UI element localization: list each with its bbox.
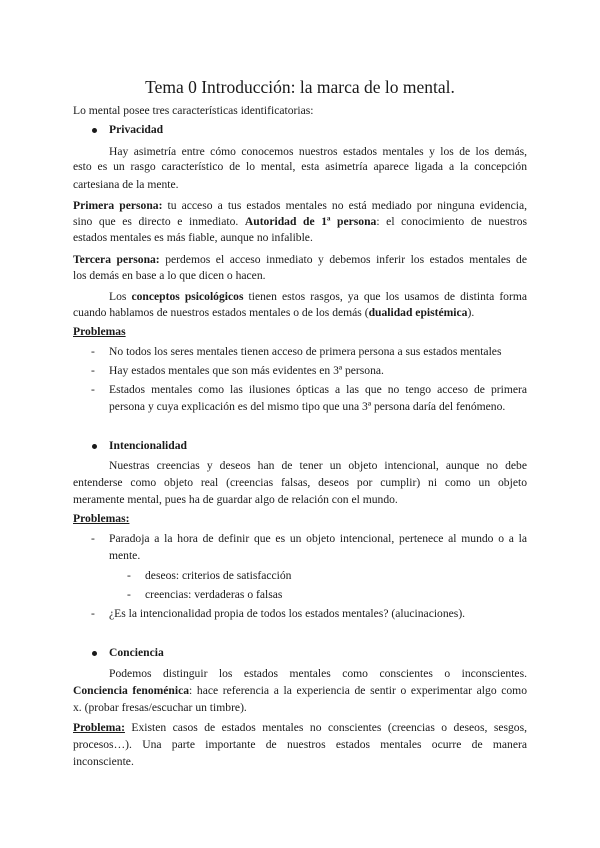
fenomenica-label: Conciencia fenoménica	[73, 684, 190, 697]
dash-icon: -	[91, 345, 95, 358]
intencionalidad-line-2: entenderse como objeto real (creencias falsas, deseos por cumplir) ni como un objeto	[73, 476, 527, 489]
dash-icon: -	[91, 364, 95, 377]
problema-text-1: Existen casos de estados mentales no conscientes (creencias o deseos, sesgos,	[124, 721, 527, 734]
primera-persona-text-3: : el conocimiento de nuestros	[376, 215, 527, 228]
problema-conciencia-line-1	[73, 720, 527, 735]
bullet-icon	[92, 444, 97, 449]
primera-persona-line-3: estados mentales es más fiable, aunque no infalible.	[73, 231, 313, 244]
problema-label: Problema:	[73, 721, 125, 734]
dualidad-label: dualidad epistémica	[368, 306, 468, 319]
conceptos-text-1: Los	[109, 290, 132, 303]
conciencia-line-1: Podemos distinguir los estados mentales como conscientes o inconscientes.	[109, 667, 527, 680]
dash-icon: -	[127, 588, 131, 601]
sub-item-deseos: deseos: criterios de satisfacción	[145, 569, 292, 582]
autoridad-label: Autoridad de 1ª persona	[244, 215, 377, 228]
conceptos-line-2	[73, 305, 474, 320]
intro-text: Lo mental posee tres características identificatorias:	[73, 104, 314, 117]
tercera-persona-line-1	[73, 252, 527, 267]
primera-persona-line-2	[73, 214, 527, 229]
tercera-persona-line-2: los demás en base a lo que dicen o hacen.	[73, 269, 266, 282]
section-heading-privacidad: Privacidad	[109, 123, 164, 136]
conceptos-label: conceptos psicológicos	[131, 290, 244, 303]
conceptos-text-3: cuando hablamos de nuestros estados mentales o de los demás (	[73, 306, 369, 319]
conceptos-text-4: ).	[467, 306, 475, 319]
dash-icon: -	[127, 569, 131, 582]
dash-icon: -	[91, 532, 95, 545]
primera-persona-line-1	[73, 198, 527, 213]
sub-item-creencias: creencias: verdaderas o falsas	[145, 588, 283, 601]
tercera-persona-label: Tercera persona:	[73, 253, 160, 266]
dash-icon: -	[91, 607, 95, 620]
bullet-icon	[92, 651, 97, 656]
conceptos-line-1	[109, 289, 527, 304]
fenomenica-line-1	[73, 683, 527, 698]
bullet-icon	[92, 128, 97, 133]
intencionalidad-problema-1-line-1: Paradoja a la hora de definir que es un objeto intencional, pertenece al mundo o a la	[109, 532, 527, 545]
fenomenica-text-1: : hace referencia a la experiencia de sentir o experimentar algo como	[189, 684, 528, 697]
problema-conciencia-line-2: procesos…). Una parte importante de nuestros estados mentales ocurre de manera	[73, 738, 527, 751]
tercera-persona-text-1: perdemos el acceso inmediato y debemos inferir los estados mentales de	[159, 253, 527, 266]
privacidad-line-1: Hay asimetría entre cómo conocemos nuestros estados mentales y los de los demás,	[109, 145, 527, 158]
section-heading-conciencia: Conciencia	[109, 646, 164, 659]
conceptos-text-2: tienen estos rasgos, ya que los usamos de distinta forma	[243, 290, 528, 303]
primera-persona-text-2: sino que es directo e inmediato.	[73, 215, 245, 228]
privacidad-line-2: esto es un rasgo característico de lo mental, esta asimetría aparece ligada a la concepción	[73, 160, 527, 173]
problemas-heading-1: Problemas	[73, 325, 126, 338]
primera-persona-label: Primera persona:	[73, 199, 163, 212]
privacidad-line-3: cartesiana de la mente.	[73, 178, 179, 191]
problema-item-3-line-1: Estados mentales como las ilusiones ópticas a las que no tengo acceso de primera	[109, 383, 527, 396]
intencionalidad-problema-2: ¿Es la intencionalidad propia de todos los estados mentales? (alucinaciones).	[109, 607, 466, 620]
primera-persona-text-1: tu acceso a tus estados mentales no está mediado por ninguna evidencia,	[162, 199, 527, 212]
fenomenica-line-2: x. (probar fresas/escuchar un timbre).	[73, 701, 247, 714]
intencionalidad-problema-1-line-2: mente.	[109, 549, 141, 562]
intencionalidad-line-1: Nuestras creencias y deseos han de tener un objeto intencional, aunque no debe	[109, 459, 527, 472]
page-title: Tema 0 Introducción: la marca de lo mental.	[145, 77, 455, 97]
dash-icon: -	[91, 383, 95, 396]
section-heading-intencionalidad: Intencionalidad	[109, 439, 187, 452]
problema-item-3-line-2: persona y cuya explicación es del mismo tipo que una 3ª persona daría del fenómeno.	[109, 400, 506, 413]
problema-conciencia-line-3: inconsciente.	[73, 755, 134, 768]
intencionalidad-line-3: meramente mental, pues ha de guardar algo de relación con el mundo.	[73, 493, 398, 506]
problema-item-1: No todos los seres mentales tienen acceso de primera persona a sus estados mentales	[109, 345, 502, 358]
problemas-heading-2: Problemas:	[73, 512, 130, 525]
problema-item-2: Hay estados mentales que son más evidentes en 3ª persona.	[109, 364, 384, 377]
